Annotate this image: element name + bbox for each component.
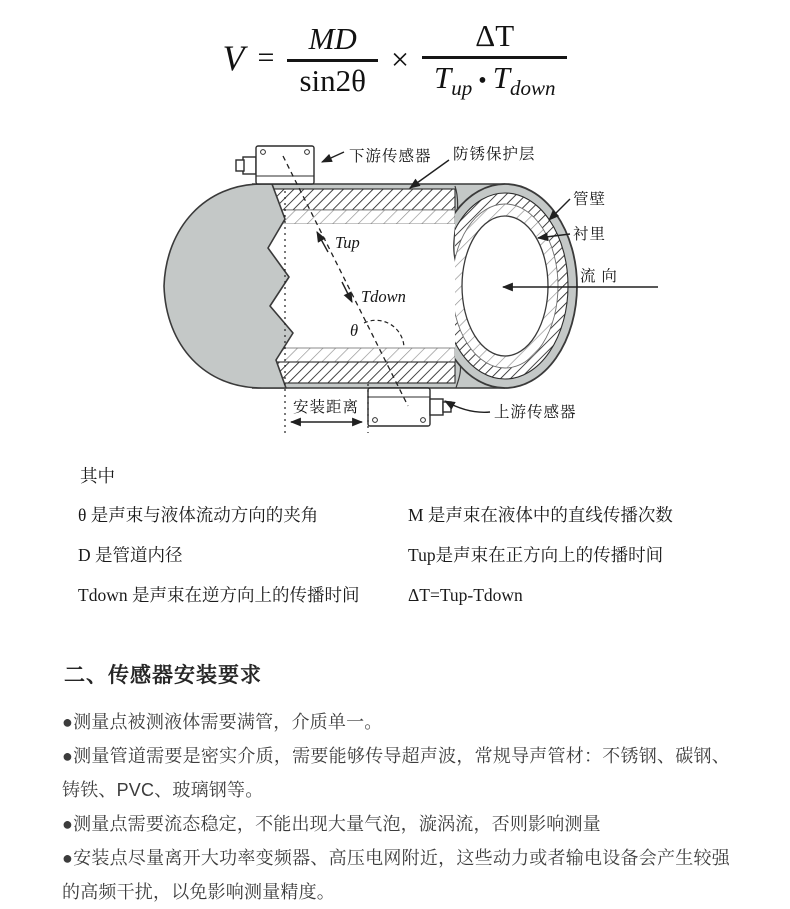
label-lining: 衬里 xyxy=(573,226,607,243)
fraction1-bar xyxy=(287,59,378,62)
label-t-up: Tup xyxy=(335,233,360,252)
definition-m: M 是声束在液体中的直线传播次数 xyxy=(408,505,673,525)
label-t-down: Tdown xyxy=(361,287,406,306)
requirement-item: ●测量点被测液体需要满管，介质单一。 xyxy=(62,712,383,732)
definition-deltat: ΔT=Tup-Tdown xyxy=(408,585,523,605)
definitions-grid xyxy=(78,504,760,607)
label-downstream-sensor: 下游传感器 xyxy=(349,148,432,165)
fraction2-denominator xyxy=(422,61,567,101)
t-up-subscript: up xyxy=(451,76,473,101)
downstream-sensor xyxy=(236,146,314,184)
pipe-left-end xyxy=(164,184,293,388)
section-heading: 二、传感器安装要求 xyxy=(64,664,262,687)
t-symbol: T xyxy=(492,60,510,95)
requirement-item: ●测量管道需要是密实介质，需要能够传导超声波，常规导声管材：不锈钢、碳钢、铸铁、PVC、玻璃钢等。 xyxy=(62,746,730,800)
multiply-sign: × xyxy=(390,40,410,77)
multiplication-dot: • xyxy=(478,68,487,94)
requirement-item: ●测量点需要流态稳定，不能出现大量气泡，漩涡流，否则影响测量 xyxy=(62,814,601,834)
upstream-sensor xyxy=(368,388,451,426)
requirements-list xyxy=(62,705,730,909)
fraction1-denominator: sin2θ xyxy=(299,62,366,98)
definition-theta: θ 是声束与液体流动方向的夹角 xyxy=(78,505,319,525)
fraction-deltat xyxy=(422,19,567,100)
fraction2-numerator: ΔT xyxy=(475,18,515,54)
t-symbol: T xyxy=(434,60,452,95)
label-install-distance: 安装距离 xyxy=(292,399,360,416)
t-down-subscript: down xyxy=(509,76,556,101)
label-flow-direction: 流 向 xyxy=(580,268,618,285)
pipe-diagram-container xyxy=(0,136,790,453)
fraction-md-sin2theta xyxy=(287,22,378,98)
velocity-formula xyxy=(0,0,790,110)
fraction2-bar xyxy=(422,56,567,59)
definition-tdown: Tdown 是声束在逆方向上的传播时间 xyxy=(78,585,360,605)
label-upstream-sensor: 上游传感器 xyxy=(494,404,577,421)
pipe-diagram xyxy=(0,136,790,448)
label-rust-layer: 防锈保护层 xyxy=(453,146,536,163)
definitions-intro: 其中 xyxy=(80,466,115,486)
label-theta: θ xyxy=(350,321,359,340)
requirement-item: ●安装点尽量离开大功率变频器、高压电网附近，这些动力或者输电设备会产生较强的高频干扰，以免影响测量精度。 xyxy=(62,848,730,902)
definition-tup: Tup是声束在正方向上的传播时间 xyxy=(408,545,664,565)
label-pipe-wall: 管壁 xyxy=(573,191,607,208)
formula-lhs: V xyxy=(222,38,245,78)
definition-d: D 是管道内径 xyxy=(78,545,183,565)
equals-sign: = xyxy=(257,41,275,74)
fraction1-numerator: MD xyxy=(308,20,357,56)
